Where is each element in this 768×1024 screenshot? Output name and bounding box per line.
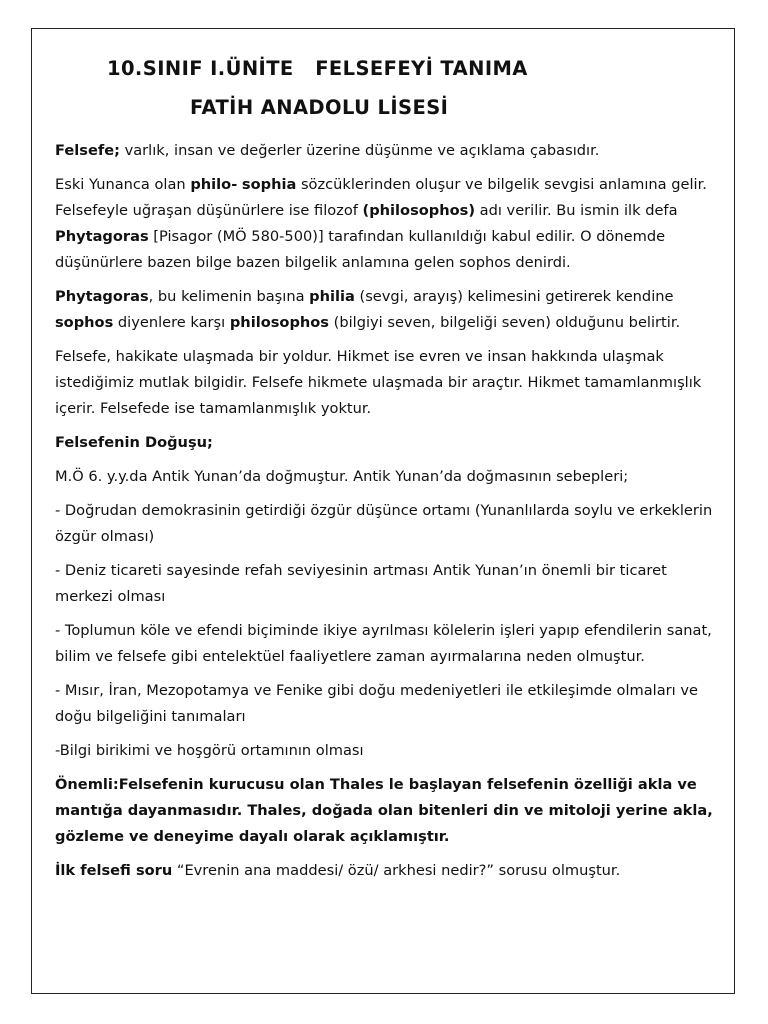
document-body bbox=[55, 138, 717, 892]
text-run: (sevgi, arayış) kelimesini getirerek kendine bbox=[354, 288, 674, 305]
paragraph-heading-dogusu bbox=[55, 430, 717, 456]
text-run: adı verilir. Bu ismin ilk defa bbox=[475, 202, 678, 219]
text-run: Eski Yunanca olan bbox=[55, 176, 191, 193]
bold-text: İlk felsefi soru bbox=[55, 862, 173, 879]
school-name: FATİH ANADOLU LİSESİ bbox=[190, 96, 449, 119]
text-run: -Bilgi birikimi ve hoşgörü ortamının olması bbox=[55, 742, 364, 759]
paragraph-definition bbox=[55, 138, 717, 164]
document-title: 10.SINIF I.ÜNİTE FELSEFEYİ TANIMA bbox=[107, 57, 528, 80]
text-run: - Doğrudan demokrasinin getirdiği özgür düşünce ortamı (Yunanlılarda soylu ve erkeklerin özgür olması) bbox=[55, 502, 713, 545]
text-run: [Pisagor (MÖ 580-500)] tarafından kullanıldığı kabul edilir. O dönemde düşünürlere bazen bilge bazen bilgelik anlamına gelen sophos denirdi. bbox=[55, 228, 666, 271]
text-run: - Toplumun köle ve efendi biçiminde ikiye ayrılması kölelerin işleri yapıp efendilerin sanat, bilim ve felsefe gibi entelektüel faaliyetlere zaman ayırmalarına neden olmuştur. bbox=[55, 622, 712, 665]
text-run: sözcüklerinden oluşur ve bilgelik sevgisi anlamına gelir. Felsefeyle uğraşan düşünürlere ise filozof bbox=[55, 176, 707, 219]
paragraph-hikmet bbox=[55, 344, 717, 422]
paragraph-reason-4 bbox=[55, 678, 717, 730]
paragraph-reason-5 bbox=[55, 738, 717, 764]
bold-text: philo- bbox=[190, 176, 238, 193]
bold-text: Phytagoras bbox=[55, 288, 149, 305]
text-run: - Deniz ticareti sayesinde refah seviyesinin artması Antik Yunan’ın önemli bir ticaret merkezi olması bbox=[55, 562, 667, 605]
paragraph-phytagoras bbox=[55, 284, 717, 336]
paragraph-reason-3 bbox=[55, 618, 717, 670]
paragraph-ilk-soru bbox=[55, 858, 717, 884]
text-run: - Mısır, İran, Mezopotamya ve Fenike gibi doğu medeniyetleri ile etkileşimde olmaları ve doğu bilgeliğini tanımaları bbox=[55, 682, 698, 725]
bold-text: Felsefe; bbox=[55, 142, 120, 159]
bold-text: Önemli:Felsefenin kurucusu olan Thales le başlayan felsefenin özelliği akla ve mantığa dayanmasıdır. Thales, doğada olan bitenleri din ve mitoloji yerine akla, gözleme ve deneyime dayalı olarak açıklamıştır. bbox=[55, 776, 713, 845]
paragraph-etymology bbox=[55, 172, 717, 276]
page-border-frame bbox=[31, 28, 735, 994]
bold-text: sophos bbox=[55, 314, 114, 331]
paragraph-reason-2 bbox=[55, 558, 717, 610]
text-run: “Evrenin ana maddesi/ özü/ arkhesi nedir?” sorusu olmuştur. bbox=[172, 862, 621, 879]
paragraph-reason-1 bbox=[55, 498, 717, 550]
paragraph-intro-reasons bbox=[55, 464, 717, 490]
bold-text: philosophos bbox=[229, 314, 329, 331]
text-run: , bu kelimenin başına bbox=[148, 288, 310, 305]
paragraph-onemli bbox=[55, 772, 717, 850]
bold-text: Phytagoras bbox=[55, 228, 149, 245]
text-run: diyenlere karşı bbox=[113, 314, 230, 331]
bold-text: (philosophos) bbox=[362, 202, 476, 219]
text-run: Felsefe, hakikate ulaşmada bir yoldur. Hikmet ise evren ve insan hakkında ulaşmak istediğimiz mutlak bilgidir. Felsefe hikmete ulaşmada bir araçtır. Hikmet tamamlanmışlık içerir. Felsefede ise tamamlanmışlık yoktur. bbox=[55, 348, 702, 417]
text-run: (bilgiyi seven, bilgeliği seven) olduğunu belirtir. bbox=[329, 314, 681, 331]
text-run: M.Ö 6. y.y.da Antik Yunan’da doğmuştur. Antik Yunan’da doğmasının sebepleri; bbox=[55, 468, 629, 485]
text-run: varlık, insan ve değerler üzerine düşünme ve açıklama çabasıdır. bbox=[119, 142, 600, 159]
bold-text: sophia bbox=[241, 176, 297, 193]
bold-text: philia bbox=[309, 288, 355, 305]
bold-text: Felsefenin Doğuşu; bbox=[55, 434, 213, 451]
